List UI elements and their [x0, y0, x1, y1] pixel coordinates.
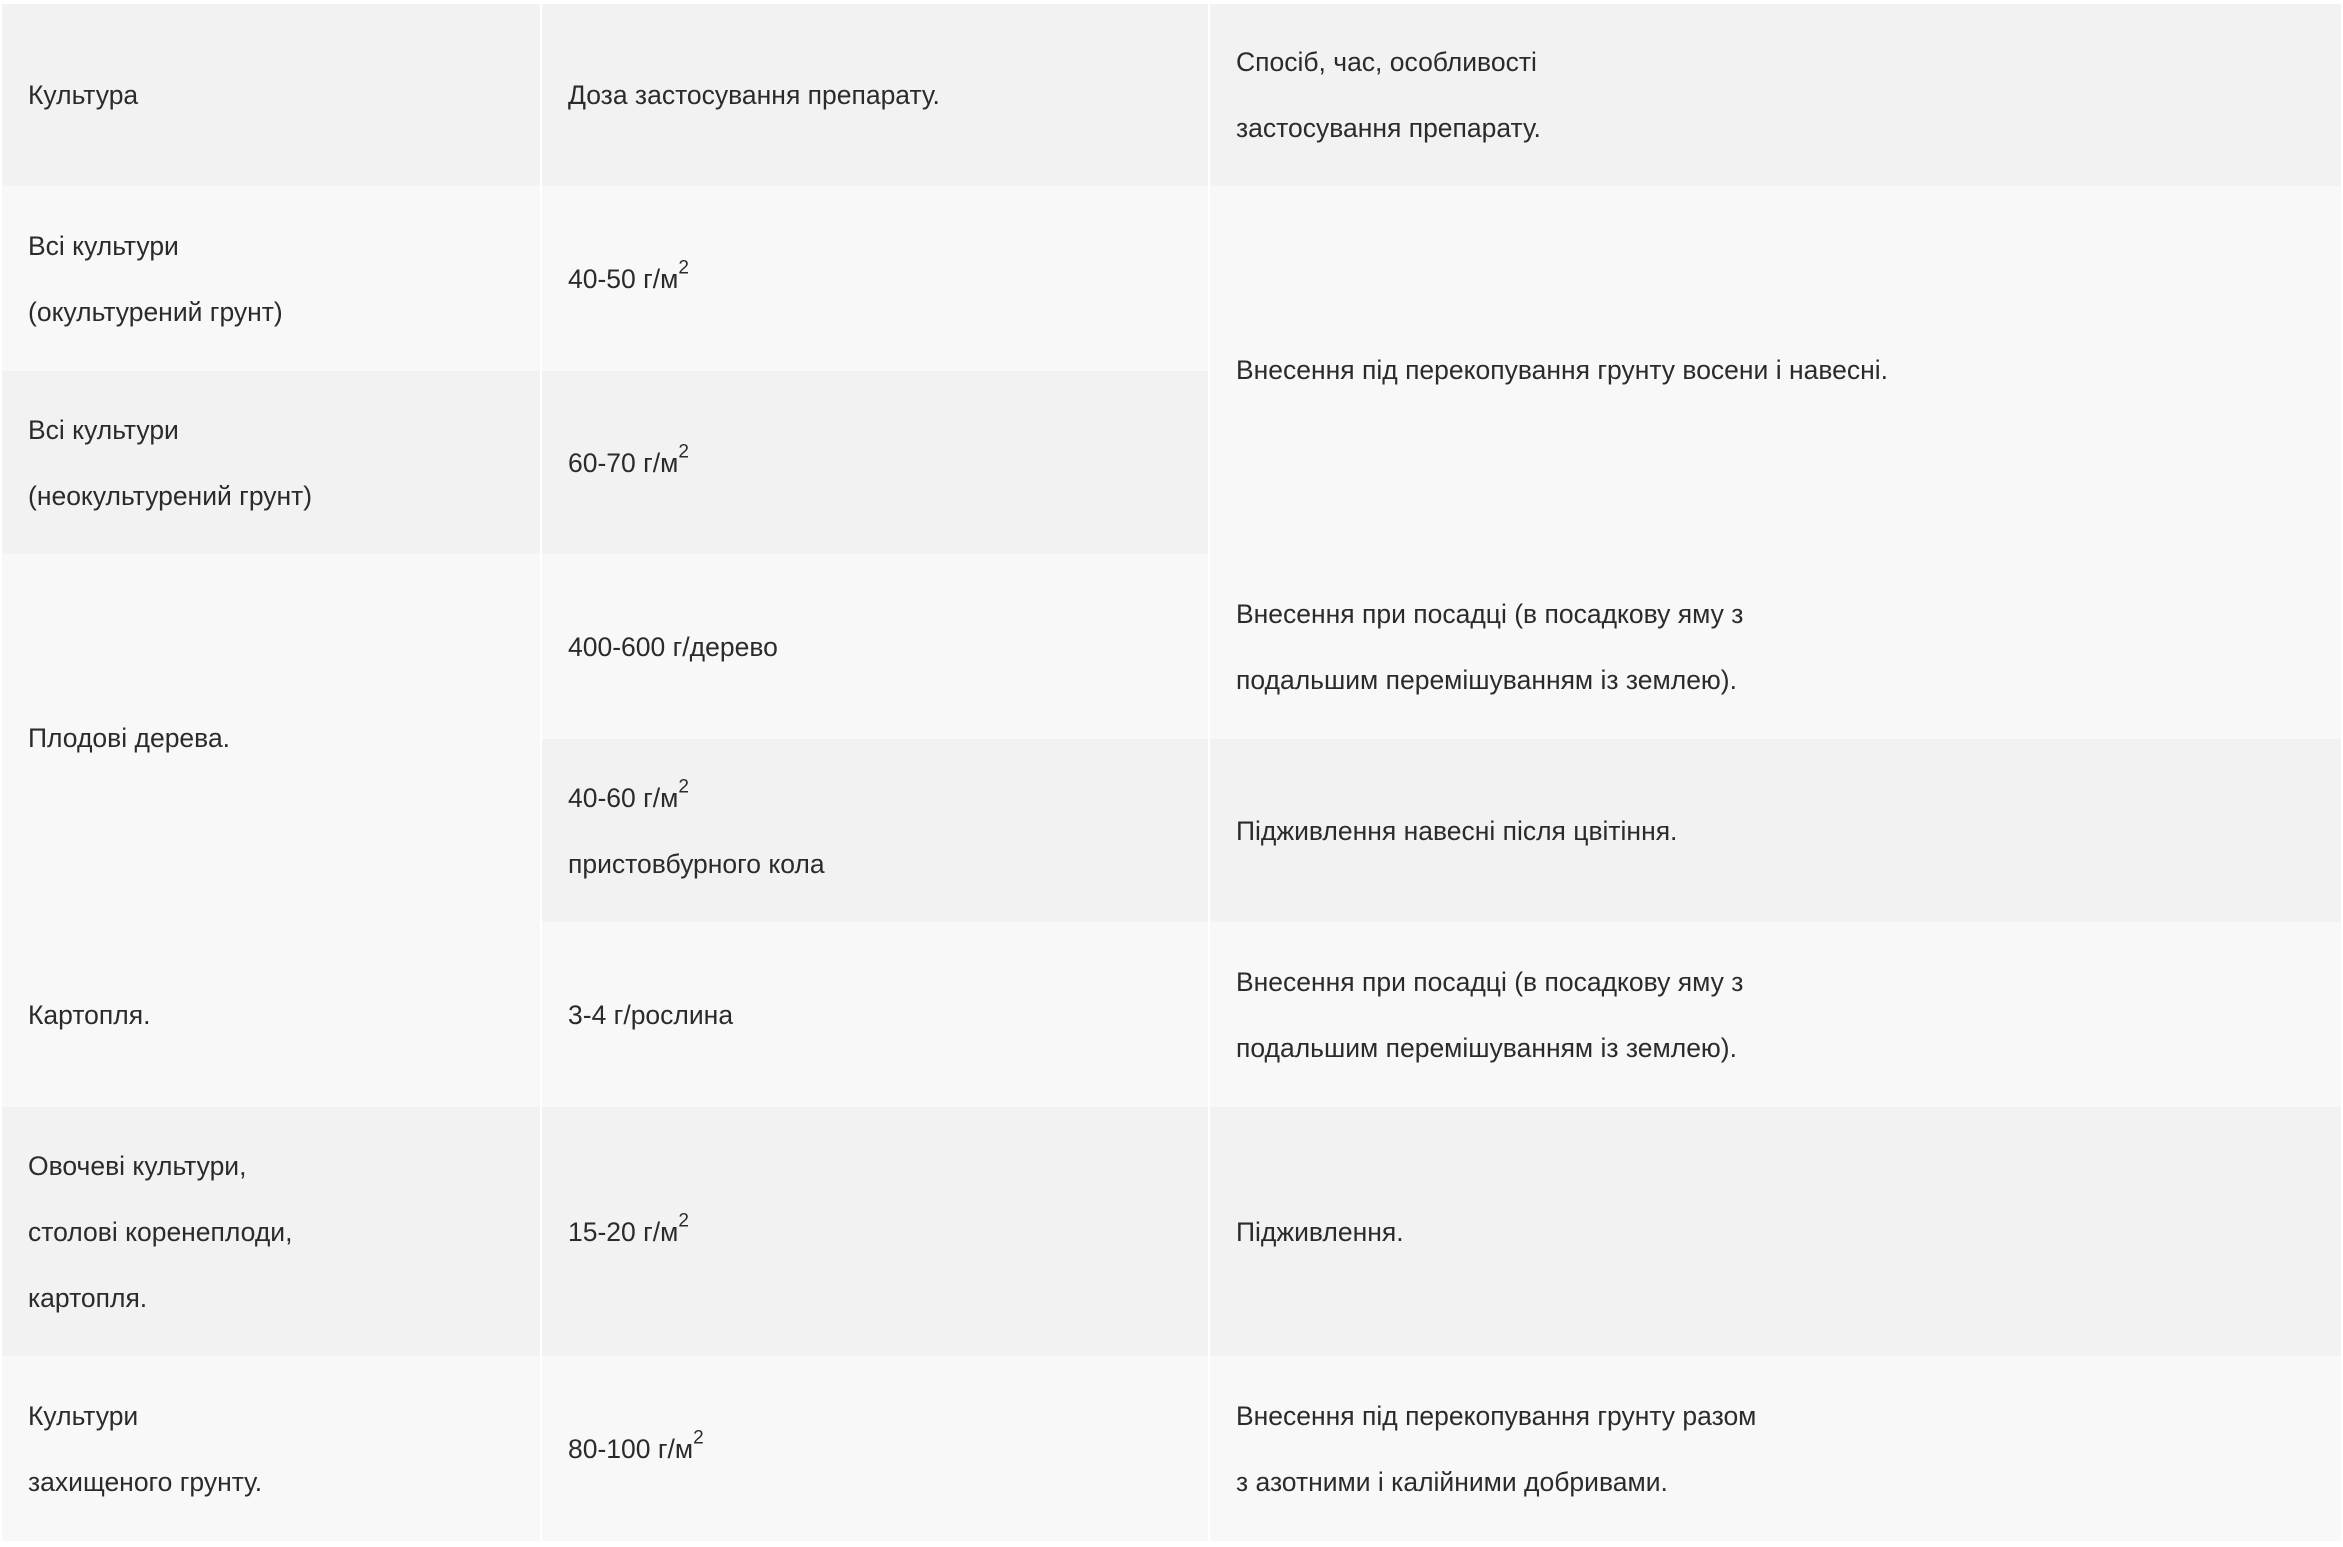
method-line: подальшим перемішуванням із землею).: [1236, 1032, 1737, 1063]
cell-dose: [542, 739, 1208, 922]
cell-method: [1210, 739, 2341, 922]
cell-dose: [542, 1356, 1208, 1541]
dose-text: 400-600 г/дерево: [568, 631, 778, 662]
header-method-line: застосування препарату.: [1236, 113, 1541, 143]
cell-method: [1210, 1356, 2341, 1541]
dose-value: 40-50 г/м: [568, 263, 679, 294]
cell-dose: [542, 922, 1208, 1107]
table-header-row: [2, 4, 2341, 186]
method-line: Внесення при посадці (в посадкову яму з: [1236, 598, 1744, 629]
cell-dose: [542, 186, 1208, 371]
dose-exponent: 2: [678, 441, 690, 463]
header-method: [1210, 4, 2341, 186]
culture-line: Всі культури: [28, 230, 179, 261]
cell-dose: [542, 371, 1208, 554]
culture-text: Плодові дерева.: [28, 723, 231, 753]
culture-line: столові коренеплоди,: [28, 1216, 293, 1247]
method-line: Внесення під перекопування грунту разом: [1236, 1400, 1757, 1431]
culture-line: картопля.: [28, 1282, 148, 1313]
cell-dose: [542, 554, 1208, 739]
cell-method: [1210, 1107, 2341, 1356]
header-method-line: Спосіб, час, особливості: [1236, 47, 1537, 77]
cell-culture: [2, 1107, 540, 1356]
cell-culture: [2, 186, 540, 371]
table-row: [2, 1356, 2341, 1541]
method-text: Підживлення навесні після цвітіння.: [1236, 815, 1678, 846]
cell-dose: [542, 1107, 1208, 1356]
dose-exponent: 2: [693, 1427, 704, 1449]
table-row: [2, 554, 2341, 739]
culture-line: (неокультурений грунт): [28, 480, 313, 511]
dose-value: 15-20 г/м: [568, 1216, 679, 1247]
cell-culture: [2, 1356, 540, 1541]
culture-line: Овочеві культури,: [28, 1150, 247, 1181]
method-line: з азотними і калійними добривами.: [1236, 1466, 1668, 1497]
dose-value: 60-70 г/м: [568, 447, 679, 478]
cell-method: [1210, 186, 2341, 554]
cell-culture: [2, 371, 540, 554]
culture-line: захищеного грунту.: [28, 1466, 263, 1497]
dose-value: 40-60 г/м: [568, 782, 679, 813]
method-line: подальшим перемішуванням із землею).: [1236, 664, 1737, 695]
culture-text: Картопля.: [28, 999, 151, 1030]
header-dose: [542, 4, 1208, 186]
dose-exponent: 2: [678, 776, 690, 798]
header-culture-label: Культура: [28, 80, 139, 110]
cell-method: [1210, 922, 2341, 1107]
cell-culture: [2, 922, 540, 1107]
table-row: [2, 1107, 2341, 1356]
table-row: [2, 186, 2341, 371]
dose-line-2: пристовбурного кола: [568, 848, 825, 879]
table-row: [2, 922, 2341, 1107]
dosage-table: [0, 4, 2343, 1541]
culture-line: Всі культури: [28, 414, 179, 445]
dose-exponent: 2: [678, 257, 690, 279]
culture-line: (окультурений грунт): [28, 296, 283, 327]
cell-method: [1210, 554, 2341, 739]
dose-value: 80-100 г/м: [568, 1433, 694, 1464]
cell-culture: [2, 554, 540, 922]
method-line: Внесення при посадці (в посадкову яму з: [1236, 966, 1744, 997]
method-text: Внесення під перекопування грунту восени і навесні.: [1236, 355, 1888, 385]
culture-line: Культури: [28, 1400, 139, 1431]
dose-text: 3-4 г/рослина: [568, 999, 734, 1030]
dose-line: [568, 765, 1208, 831]
dose-exponent: 2: [678, 1210, 690, 1232]
method-text: Підживлення.: [1236, 1216, 1404, 1247]
header-culture: [2, 4, 540, 186]
header-dose-label: Доза застосування препарату.: [568, 80, 940, 110]
